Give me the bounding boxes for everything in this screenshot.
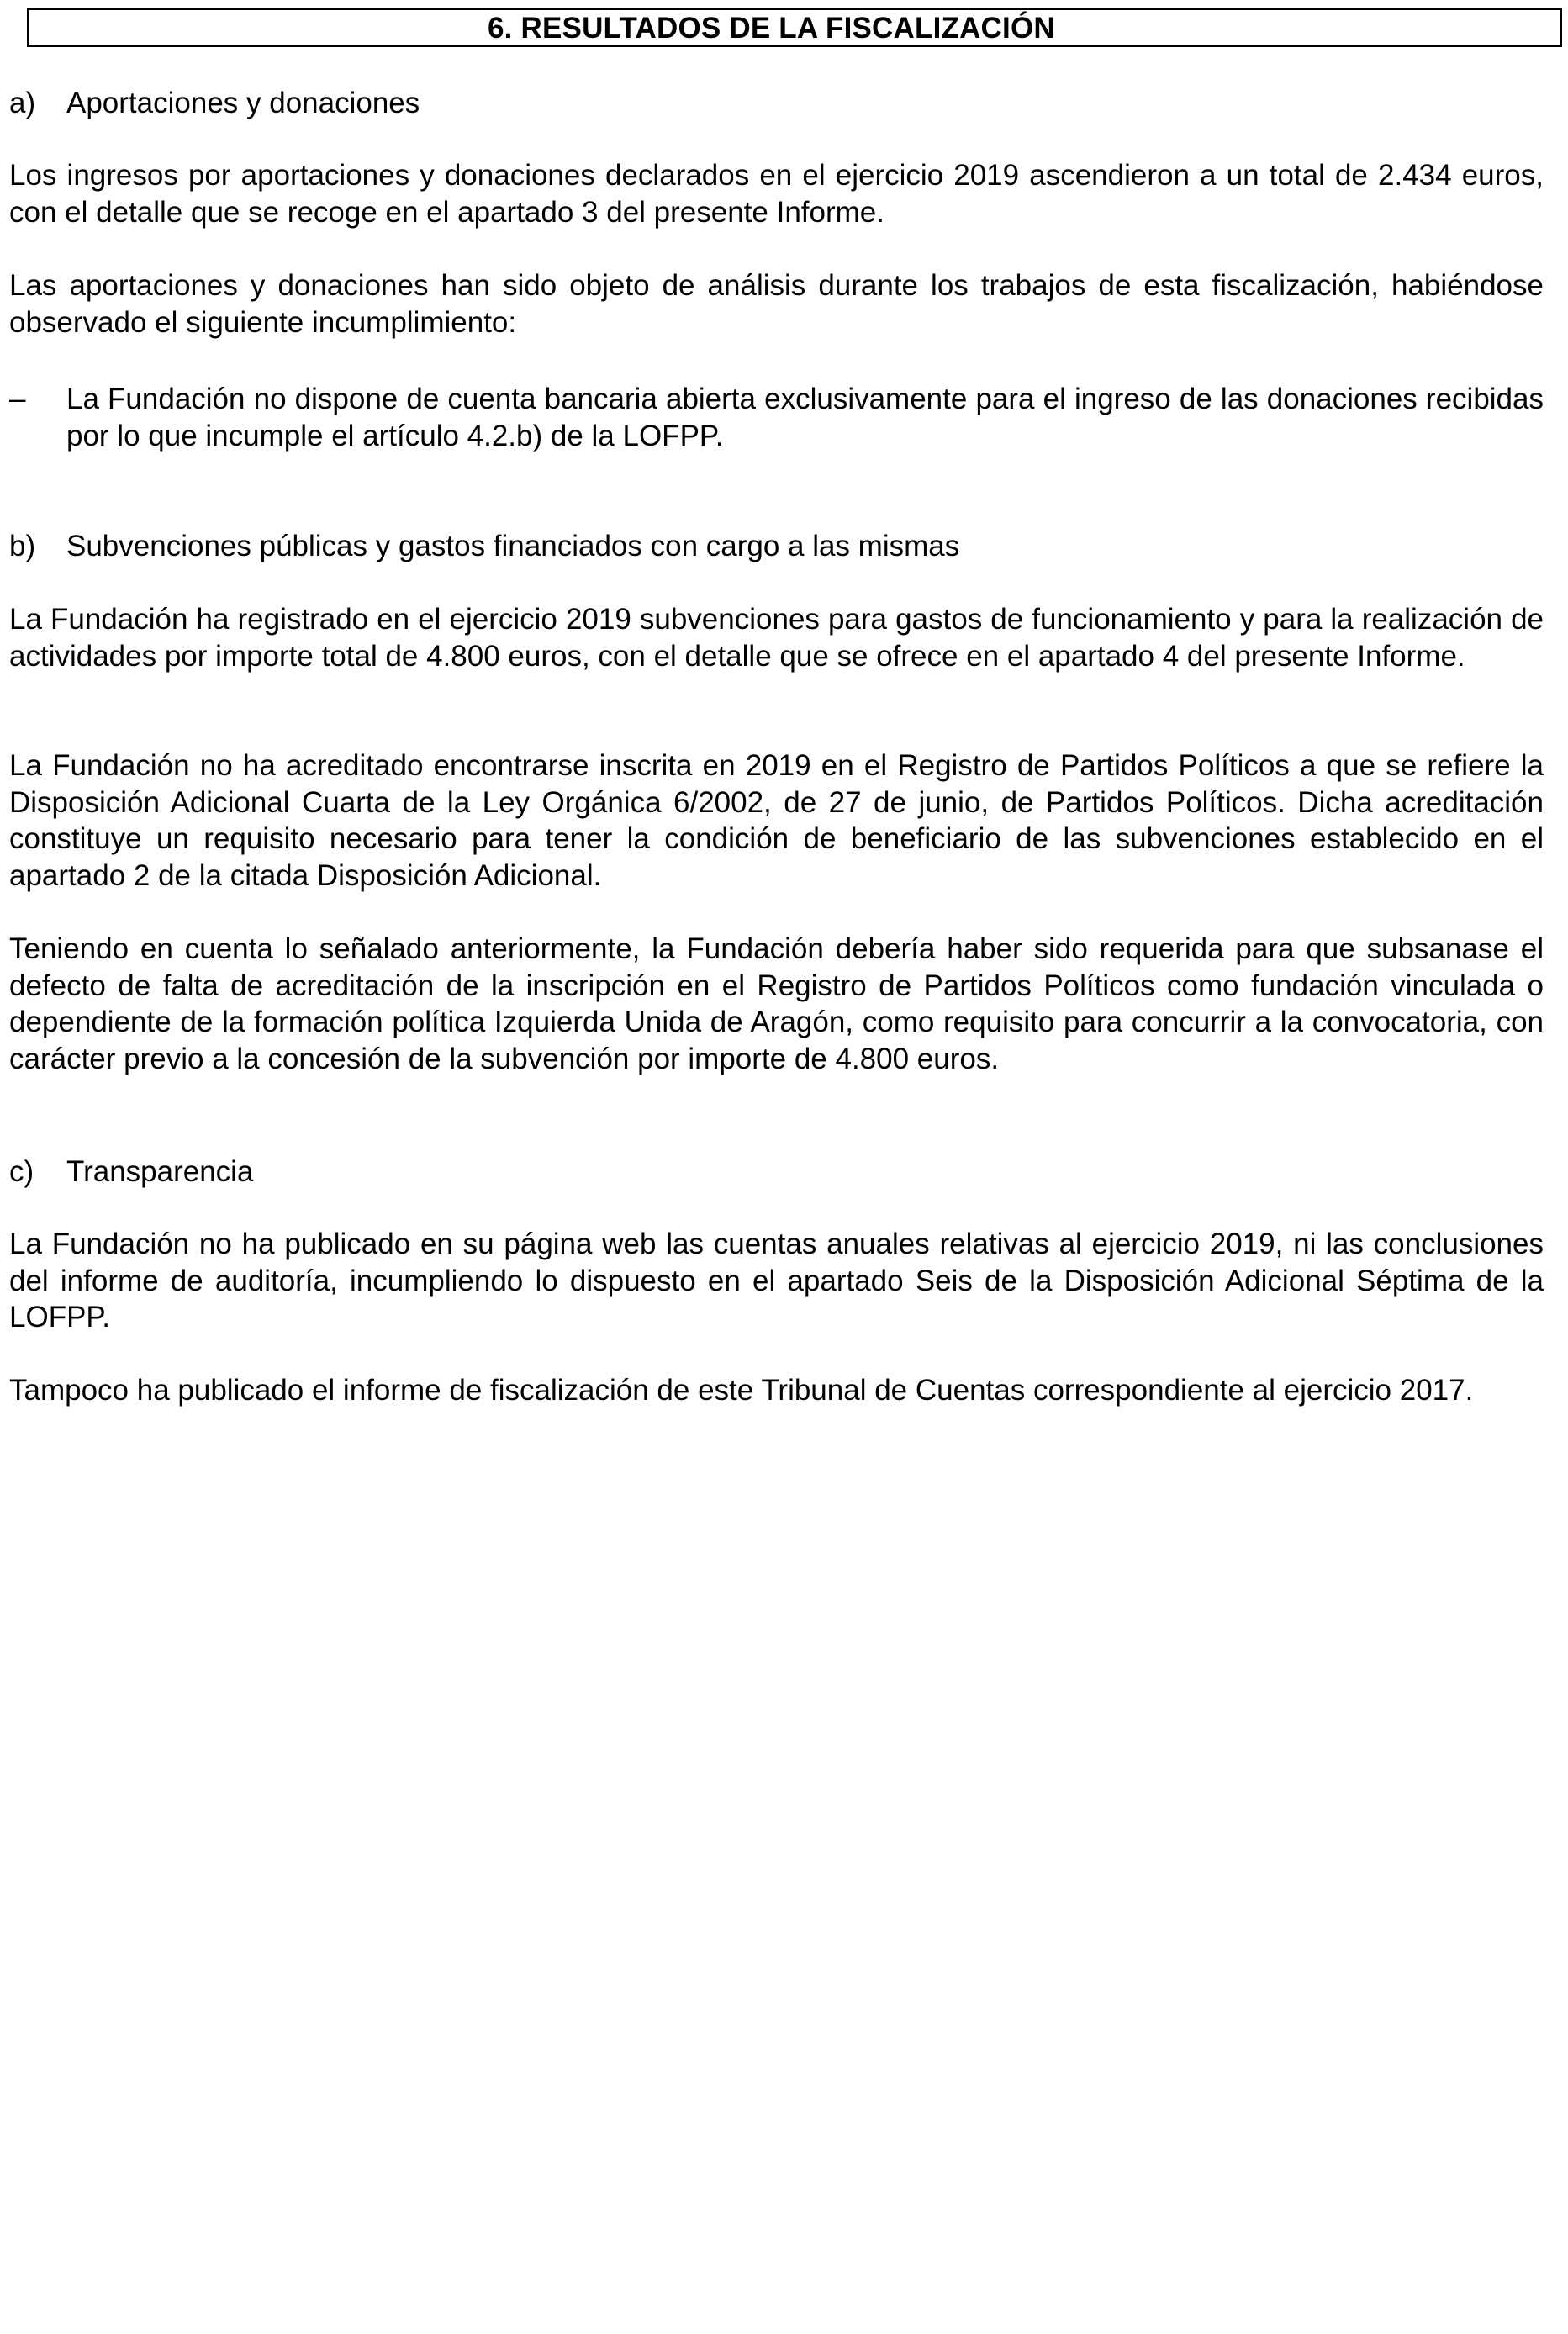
paragraph-b-2: La Fundación no ha acreditado encontrarse inscrita en 2019 en el Registro de Partidos Políticos a que se refiere la Disposición Adicional Cuarta de la Ley Orgánica 6/2002, de 27 de junio, de Partidos Políticos. Dicha acreditación constituye un requisito necesario para tener la condición de beneficiario de las subvenciones establecido en el apartado 2 de la citada Disposición Adicional. (9, 749, 1544, 892)
heading-a-text: Aportaciones y donaciones (66, 87, 420, 119)
heading-b (9, 528, 959, 564)
heading-c-letter: c) (9, 1155, 34, 1188)
bullet-item (9, 381, 1544, 454)
heading-b-text: Subvenciones públicas y gastos financiados con cargo a las mismas (66, 530, 960, 562)
paragraph-b-1: La Fundación ha registrado en el ejercicio 2019 subvenciones para gastos de funcionamiento y para la realización de actividades por importe total de 4.800 euros, con el detalle que se ofrece en el apartado 4 del presente Informe. (9, 603, 1544, 673)
paragraph-c-1: La Fundación no ha publicado en su página web las cuentas anuales relativas al ejercicio 2019, ni las conclusiones del informe de auditoría, incumpliendo lo dispuesto en el apartado Seis de la Disposición Adicional Séptima de la LOFPP. (9, 1228, 1544, 1333)
paragraph-c-2: Tampoco ha publicado el informe de fiscalización de este Tribunal de Cuentas correspondiente al ejercicio 2017. (9, 1374, 1474, 1407)
heading-a (9, 85, 420, 121)
paragraph-a-2: Las aportaciones y donaciones han sido objeto de análisis durante los trabajos de esta fiscalización, habiéndose observado el siguiente incumplimiento: (9, 269, 1544, 339)
bullet-text: La Fundación no dispone de cuenta bancaria abierta exclusivamente para el ingreso de las donaciones recibidas por lo que incumple el artículo 4.2.b) de la LOFPP. (66, 383, 1544, 452)
heading-b-letter: b) (9, 530, 36, 562)
section-title: 6. RESULTADOS DE LA FISCALIZACIÓN (488, 12, 1055, 45)
heading-c (9, 1154, 253, 1190)
section-title-box (27, 8, 1562, 47)
bullet-dash: – (9, 383, 26, 415)
heading-a-letter: a) (9, 87, 36, 119)
paragraph-a-1: Los ingresos por aportaciones y donaciones declarados en el ejercicio 2019 ascendieron a un total de 2.434 euros, con el detalle que se recoge en el apartado 3 del presente Informe. (9, 159, 1544, 229)
heading-c-text: Transparencia (66, 1155, 254, 1188)
paragraph-b-3: Teniendo en cuenta lo señalado anteriormente, la Fundación debería haber sido requerida para que subsanase el defecto de falta de acreditación de la inscripción en el Registro de Partidos Políticos como fundación vinculada o dependiente de la formación política Izquierda Unida de Aragón, como requisito para concurrir a la convocatoria, con carácter previo a la concesión de la subvención por importe de 4.800 euros. (9, 932, 1544, 1075)
